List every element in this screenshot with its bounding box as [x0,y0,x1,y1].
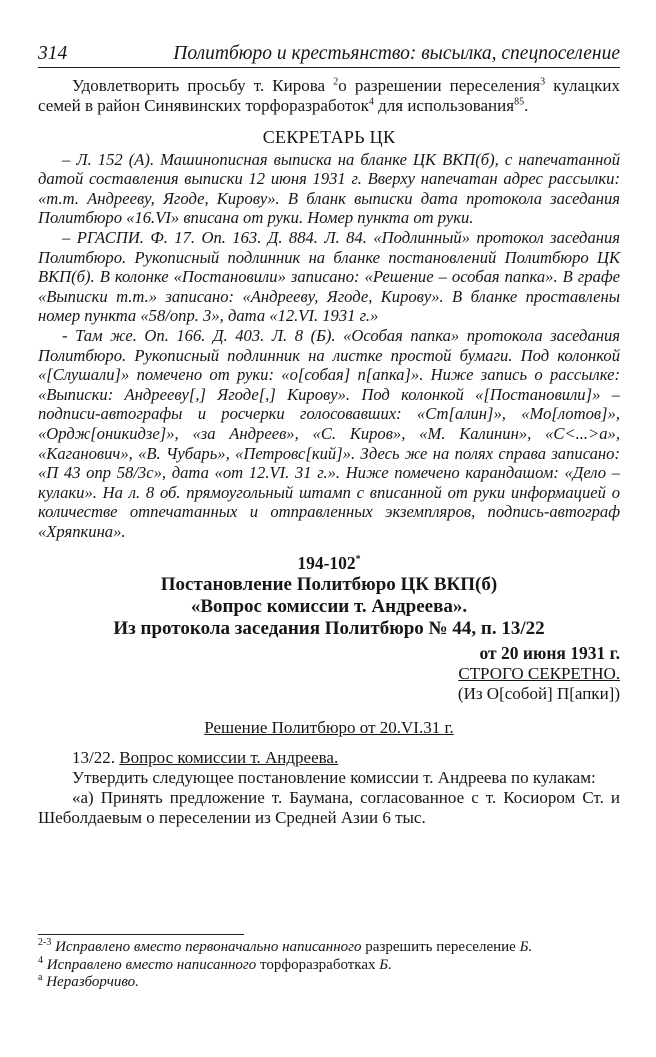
footnote-ref: 2 [333,76,339,88]
decision-text-part: . [524,95,529,115]
document-number-mark: * [355,554,361,566]
running-head [38,42,620,66]
document-title-line-2: «Вопрос комиссии т. Андреева». [190,596,468,618]
footnote-ref: 4 [368,96,374,108]
page-body [38,76,620,828]
archival-sources [38,150,620,542]
page-number: 314 [38,43,68,64]
body-paragraph-2: «а) Принять предложение т. Баумана, согласованное с т. Косиором Ст. и Шеболдаевым о переселении из Средней Азии 6 тыс. [38,788,620,827]
document-title-line-3: Из протокола заседания Политбюро № 44, п. 13/22 [113,618,545,640]
source-note-3: - Там же. Оп. 166. Д. 403. Л. 8 (Б). «Особая папка» протокола заседания Политбюро. Рукописный подлинник на листке простой бумаги. Под колонкой «[Слушали]» помечено от руки: «о[собая] п[апка]». Ниже запись о рассылке: «Выписки: Андрееву[,] Ягоде[,] Кирову». Под колонкой «[Постановили]» – подписи-автографы и росчерки голосовавших: «Ст[алин]», «Мо[лотов]», «Ордж[оникидзе]», «за Андреев», «С. Киров», «М. Калинин», «С<...>а», «Каганович», «В. Чубарь», «Петровс[кий]». Здесь же на полях справа записано: «П 43 опр 58/3с», дата «от 12.VI. 31 г.». Ниже помечено карандашом: «Дело – кулаки». На л. 8 об. прямоугольный штамп с вписанной от руки информацией о количестве отпечатанных и отправленных экземпляров, подпись-автограф «Хряпкина». [38,325,620,541]
decision-reference: Решение Политбюро от 20.VI.31 г. [204,718,454,738]
footnote-mark: а [38,972,43,983]
item-number: 13/22. [72,748,115,768]
decision-paragraph [38,76,620,116]
footnote-mark: 2-3 [38,937,52,948]
endnote-ref: 85 [514,96,525,108]
footnote-italic: Исправлено вместо первоначально написанного [55,939,362,955]
footnotes [38,934,620,992]
signature-line: СЕКРЕТАРЬ ЦК [262,126,396,147]
document-number [38,553,620,574]
secret-stamp [38,664,620,684]
document-title-line-1: Постановление Политбюро ЦК ВКП(б) [160,574,498,596]
document-page [38,0,620,1057]
footnote-source: Б. [519,939,533,955]
document-date: от 20 июня 1931 г. [479,643,620,664]
source-note-2: – РГАСПИ. Ф. 17. Оп. 163. Д. 884. Л. 84. «Подлинный» протокол заседания Политбюро. Рукописный подлинник на бланке постановлений Политбюро ЦК ВКП(б). В колонке «Постановили» записано: «Решение – особая папка». В графе «Выписки т.т.» записано: «Андрееву, Ягоде, Кирову». В бланке проставлены номер пункта «58/опр. 3», дата «12.VI. 1931 г.» [38,227,620,326]
body-paragraph-1: Утвердить следующее постановление комиссии т. Андреева по кулакам: [72,768,596,788]
decision-text-part: кулацких семей в район Синявинских торфоразработок [38,76,620,115]
footnote-quoted: торфоразработках [256,956,380,973]
footnote-ref: 3 [540,76,546,88]
item-title: Вопрос комиссии т. Андреева. [119,748,339,768]
footnote-2 [38,954,620,975]
footnote-3 [38,974,620,992]
footnote-source: Б. [379,956,392,973]
source-note-1: – Л. 152 (А). Машинописная выписка на бланке ЦК ВКП(б), с напечатанной датой составления выписки 12 июня 1931 г. Вверху напечатан адрес рассылки: «т.т. Андрееву, Ягоде, Кирову». В бланк выписки дата протокола заседания Политбюро «16.VI» вписана от руки. Номер пункта от руки. [38,149,620,228]
secret-label: СТРОГО СЕКРЕТНО. [458,664,620,684]
footnote-italic: Исправлено вместо написанного [46,956,257,973]
agenda-item [38,748,620,768]
footnote-italic: Неразборчиво. [46,974,139,990]
footnote-rule [38,934,244,935]
header-rule [38,67,620,68]
decision-text-part: о разрешении переселения [338,76,541,95]
running-title: Политбюро и крестьянство: высылка, спецпоселение [173,43,620,64]
secret-subtitle: (Из О[собой] П[апки]) [457,684,620,704]
footnote-quoted: разрешить переселение [361,939,520,955]
footnote-1 [38,939,620,957]
document-number-text: 194-102 [297,553,356,574]
decision-text-part: Удовлетворить просьбу т. Кирова [72,76,334,95]
footnote-mark: 4 [38,954,43,966]
decision-text-part: для использования [373,95,515,115]
